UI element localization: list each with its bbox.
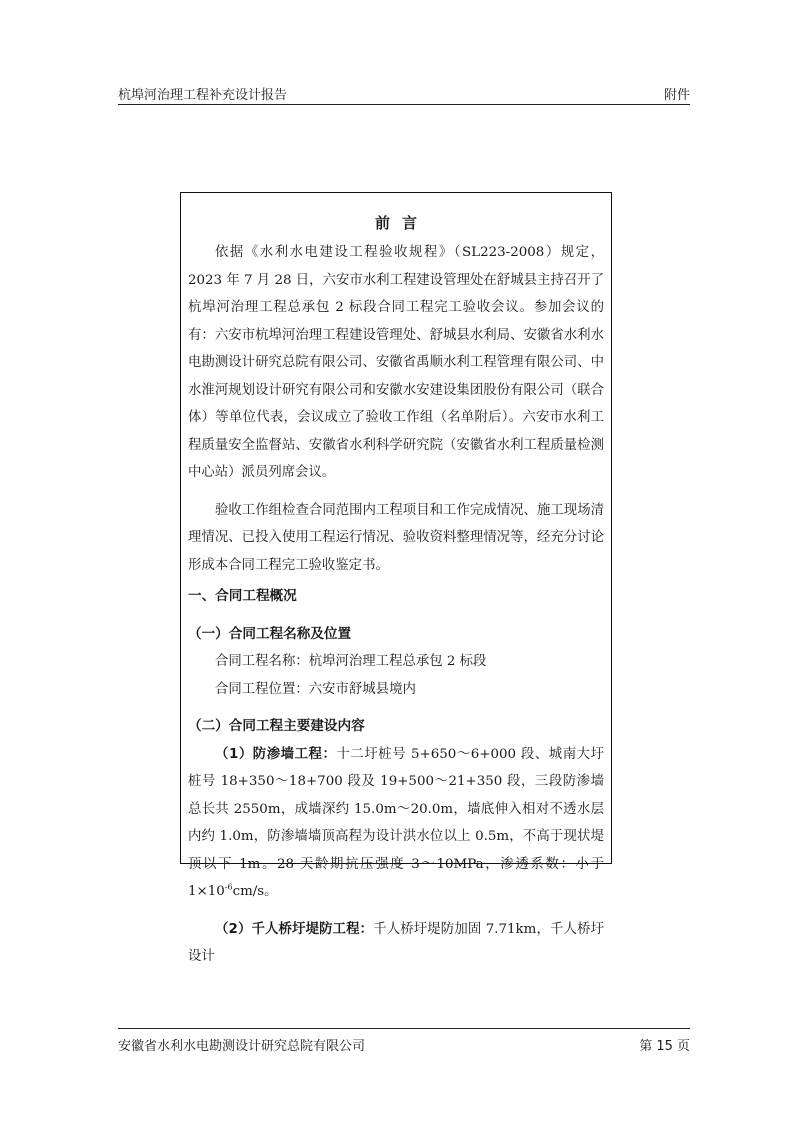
attachment-label: 附件 xyxy=(663,88,690,103)
scanned-document-box xyxy=(180,192,612,964)
item-levee-text: 千人桥圩堤防加固 7.71km，千人桥圩设计 xyxy=(188,921,604,964)
item-levee-lead: （2）千人桥圩堤防工程： xyxy=(215,921,374,937)
report-title: 杭埠河治理工程补充设计报告 xyxy=(118,88,288,103)
page-footer xyxy=(118,1028,690,1055)
item-cutoff-wall-lead: （1）防渗墙工程： xyxy=(215,746,337,762)
contract-location-line: 合同工程位置：六安市舒城县境内 xyxy=(215,681,416,697)
preface-paragraph-1: 依据《水利水电建设工程验收规程》（SL223-2008）规定，2023 年 7 月 28 日，六安市水利工程建设管理处在舒城县主持召开了杭埠河治理工程总承包 2 标段合同工程完工验收会议。参加会议的有：六安市杭埠河治理工程建设管理处、舒城县水利局、安徽省水利水电勘测设计研究总院有限公司、安徽省禹顺水利工程管理有限公司、中水淮河规划设计研究有限公司和安徽水安建设集团股份有限公司（联合体）等单位代表，会议成立了验收工作组（名单附后）。六安市水利工程质量安全监督站、安徽省水利科学研究院（安徽省水利工程质量检测中心站）派员列席会议。 xyxy=(188,245,604,480)
page-header xyxy=(118,80,690,105)
permeability-exponent: -6 xyxy=(224,882,233,892)
item-cutoff-wall xyxy=(188,741,604,906)
company-name: 安徽省水利水电勘测设计研究总院有限公司 xyxy=(118,1039,366,1054)
contract-name-line: 合同工程名称：杭埠河治理工程总承包 2 标段 xyxy=(215,654,487,669)
page-number: 第 15 页 xyxy=(639,1039,690,1054)
item-qianrenqiao-levee xyxy=(188,916,604,971)
document-title: 前言 xyxy=(374,214,429,232)
subsection-heading-name-location: （一）合同工程名称及位置 xyxy=(188,625,352,642)
section-heading-overview: 一、合同工程概况 xyxy=(188,588,297,604)
item-cutoff-wall-text: 十二圩桩号 5+650～6+000 段、城南大圩桩号 18+350～18+700 段及 19+500～21+350 段，三段防渗墙总长共 2550m，成墙深约 15.0m～20.0m，墙底伸入相对不透水层内约 1.0m，防渗墙墙顶高程为设计洪水位以上 0.5m，不高于现状堤顶以下 1m。28 天龄期抗压强度 3～10MPa，渗透系数：小于 1×10 xyxy=(188,746,604,899)
item-cutoff-wall-unit: cm/s。 xyxy=(232,884,278,899)
subsection-heading-main-content: （二）合同工程主要建设内容 xyxy=(188,718,365,734)
preface-paragraph-2: 验收工作组检查合同范围内工程项目和工作完成情况、施工现场清理情况、已投入使用工程运行情况、验收资料整理情况等，经充分讨论形成本合同工程完工验收鉴定书。 xyxy=(188,502,604,573)
